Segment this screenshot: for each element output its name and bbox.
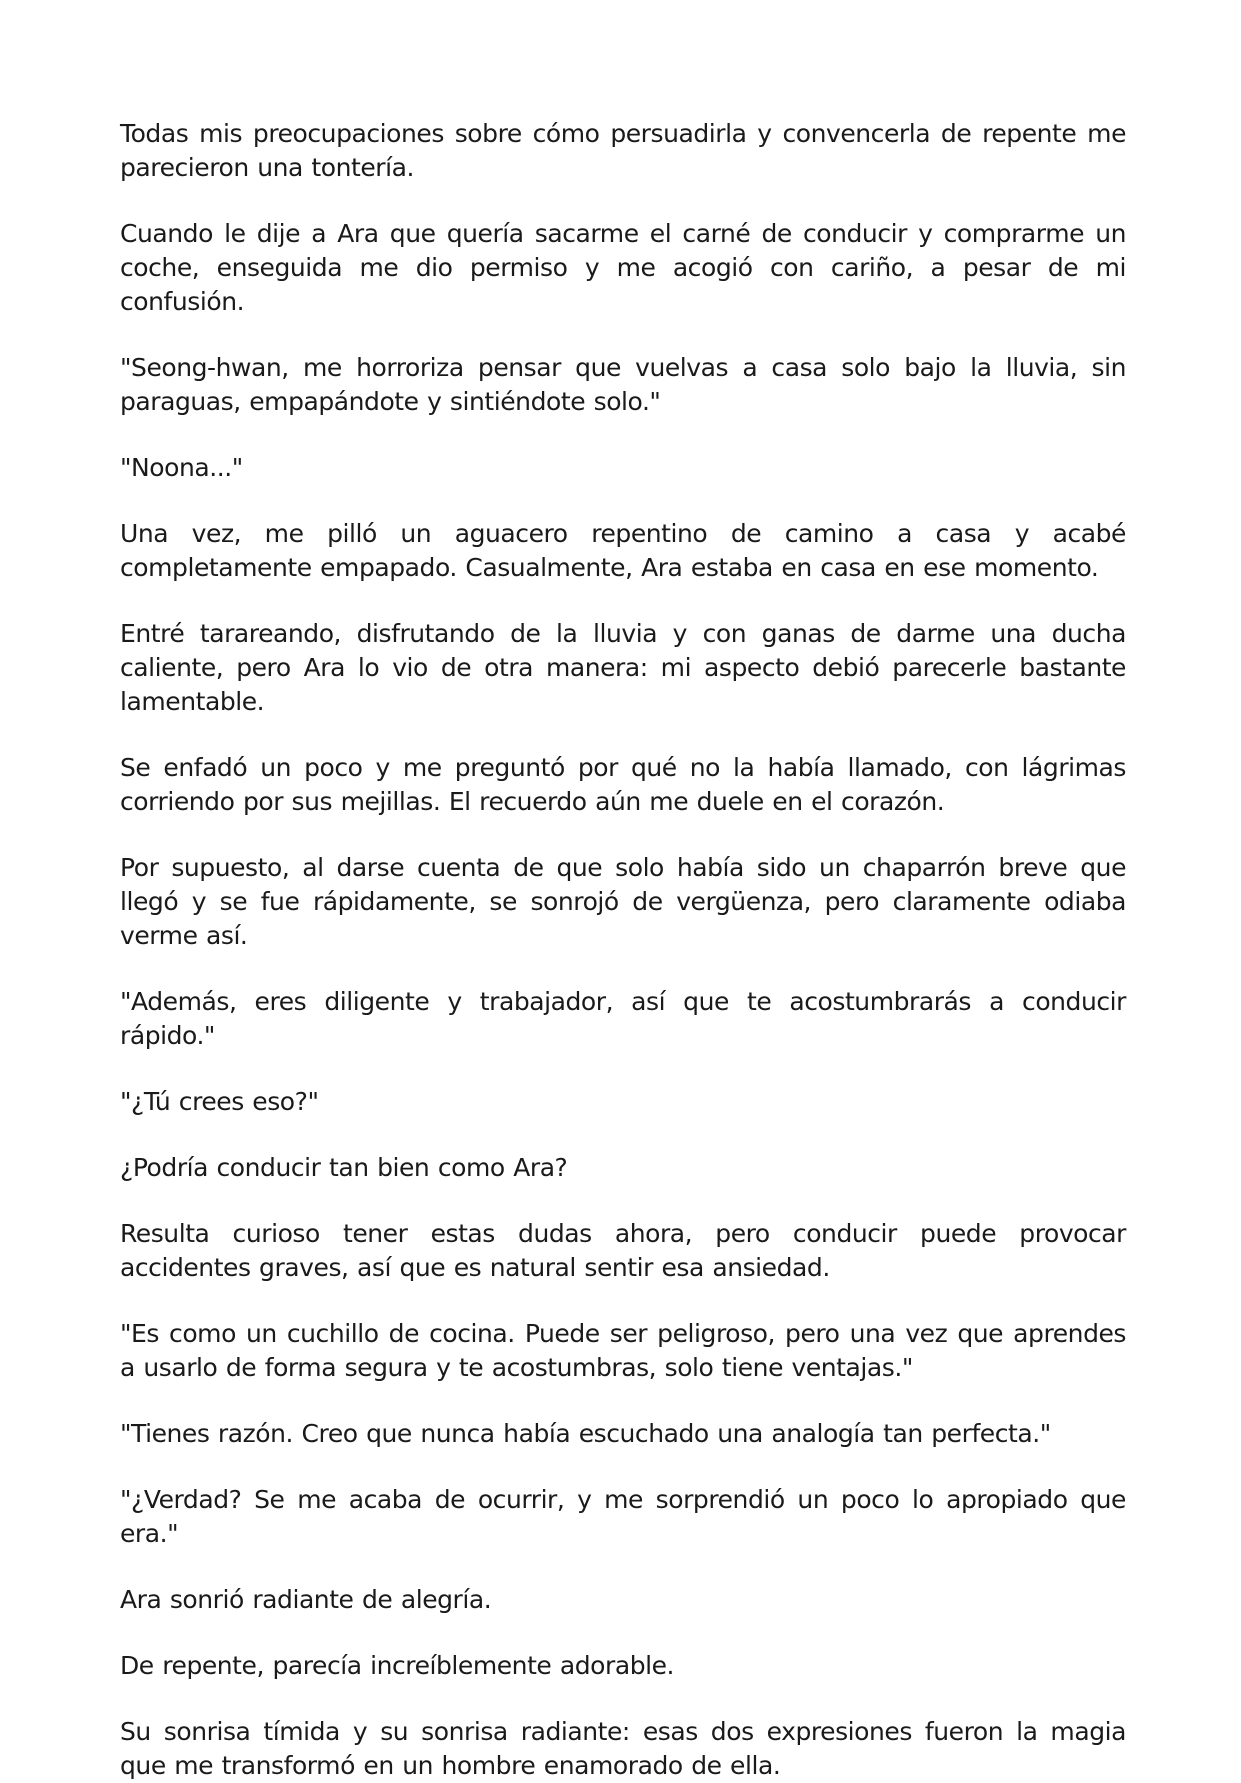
- paragraph: "Además, eres diligente y trabajador, así que te acostumbrarás a conducir rápido.": [120, 987, 1126, 1050]
- paragraph: "¿Verdad? Se me acaba de ocurrir, y me sorprendió un poco lo apropiado que era.": [120, 1485, 1126, 1548]
- paragraph: Una vez, me pilló un aguacero repentino de camino a casa y acabé completamente empapado. Casualmente, Ara estaba en casa en ese momento.: [120, 519, 1126, 582]
- paragraph: "Tienes razón. Creo que nunca había escuchado una analogía tan perfecta.": [120, 1419, 1051, 1448]
- paragraph: Resulta curioso tener estas dudas ahora, pero conducir puede provocar accidentes graves, así que es natural sentir esa ansiedad.: [120, 1219, 1126, 1282]
- paragraph: Entré tarareando, disfrutando de la lluvia y con ganas de darme una ducha caliente, pero Ara lo vio de otra manera: mi aspecto debió parecerle bastante lamentable.: [120, 619, 1126, 716]
- paragraph: Cuando le dije a Ara que quería sacarme el carné de conducir y comprarme un coche, enseguida me dio permiso y me acogió con cariño, a pesar de mi confusión.: [120, 219, 1126, 316]
- paragraph: "¿Tú crees eso?": [120, 1087, 319, 1116]
- paragraph: Por supuesto, al darse cuenta de que solo había sido un chaparrón breve que llegó y se fue rápidamente, se sonrojó de vergüenza, pero claramente odiaba verme así.: [120, 853, 1126, 950]
- paragraph: ¿Podría conducir tan bien como Ara?: [120, 1153, 568, 1182]
- paragraph: "Noona...": [120, 453, 243, 482]
- paragraph: Todas mis preocupaciones sobre cómo persuadirla y convencerla de repente me parecieron una tontería.: [120, 119, 1126, 182]
- paragraph: De repente, parecía increíblemente adorable.: [120, 1651, 675, 1680]
- paragraph: "Es como un cuchillo de cocina. Puede ser peligroso, pero una vez que aprendes a usarlo de forma segura y te acostumbras, solo tiene ventajas.": [120, 1319, 1126, 1382]
- paragraph: Ara sonrió radiante de alegría.: [120, 1585, 492, 1614]
- paragraph: Su sonrisa tímida y su sonrisa radiante: esas dos expresiones fueron la magia que me transformó en un hombre enamorado de ella.: [120, 1717, 1126, 1780]
- document-body: [120, 117, 1126, 1783]
- paragraph: Se enfadó un poco y me preguntó por qué no la había llamado, con lágrimas corriendo por sus mejillas. El recuerdo aún me duele en el corazón.: [120, 753, 1126, 816]
- paragraph: "Seong-hwan, me horroriza pensar que vuelvas a casa solo bajo la lluvia, sin paraguas, empapándote y sintiéndote solo.": [120, 353, 1126, 416]
